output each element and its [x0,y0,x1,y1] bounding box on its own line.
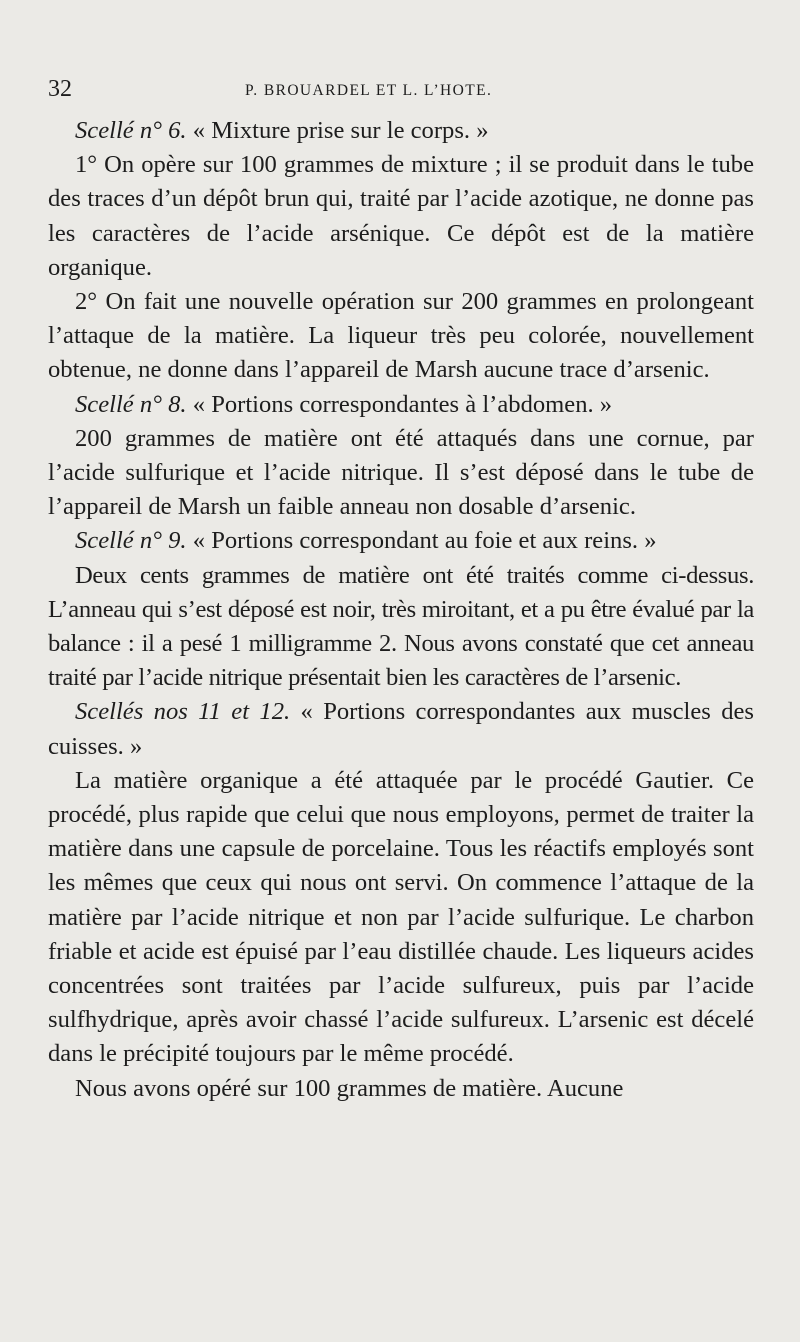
seal-label: Scellé n° 8. [75,390,187,418]
paragraph: Nous avons opéré sur 100 grammes de matière. Aucune [75,1074,624,1102]
paragraph: Deux cents grammes de matière ont été traités comme ci-dessus. L’anneau qui s’est déposé est noir, très miroitant, et a pu être évalué par la balance : il a pesé 1 milligramme 2. Nous avons constaté que cet anneau traité par l’acide nitrique présentait bien les caractères de l’arsenic. [48,561,754,692]
page-header [48,76,752,110]
seal-description: « Mixture prise sur le corps. » [186,117,489,144]
seal-label: Scellés nos 11 et 12. [75,698,291,726]
paragraph: 200 grammes de matière ont été attaqués dans une cornue, par l’acide sulfurique et l’acide nitrique. Il s’est déposé dans le tube de l’appareil de Marsh un faible anneau non dosable d’arsenic. [48,424,754,521]
body-text [48,114,754,1106]
paragraph: 2° On fait une nouvelle opération sur 200 grammes en prolongeant l’attaque de la matière. La liqueur très peu colorée, nouvellement obtenue, ne donne dans l’appareil de Marsh aucune trace d’arsenic. [48,288,754,384]
paragraph-scelle-9 [48,524,754,558]
paragraph: 1° On opère sur 100 grammes de mixture ; il se produit dans le tube des traces d’un dépôt brun qui, traité par l’acide azotique, ne donne pas les caractères de l’acide arsénique. Ce dépôt est de la matière organique. [48,151,754,281]
paragraph-scelle-8 [48,388,754,422]
running-head: P. BROUARDEL ET L. L’HOTE. [245,82,493,99]
paragraph: La matière organique a été attaquée par le procédé Gautier. Ce procédé, plus rapide que celui que nous employons, permet de traiter la matière dans une capsule de porcelaine. Tous les réactifs employés sont les mêmes que ceux qui nous ont servi. On commence l’attaque de la matière par l’acide nitrique et non par l’acide sulfurique. Le charbon friable et acide est épuisé par l’eau distillée chaude. Les liqueurs acides concentrées sont traitées par l’acide sulfureux, puis par l’acide sulfhydrique, après avoir chassé l’acide sulfureux. L’arsenic est décelé dans le précipité toujours par le même procédé. [48,766,754,1068]
seal-label: Scellé n° 9. [75,527,187,555]
paragraph-scelle-6 [48,114,754,148]
page-number: 32 [48,76,72,102]
paragraph-scelles-11-12 [48,695,754,763]
seal-description: « Portions correspondant au foie et aux reins. » [186,527,657,555]
seal-label: Scellé n° 6. [75,117,187,144]
seal-description: « Portions correspondantes aux muscles des cuisses. » [48,698,754,760]
seal-description: « Portions correspondantes à l’abdomen. » [186,390,613,418]
